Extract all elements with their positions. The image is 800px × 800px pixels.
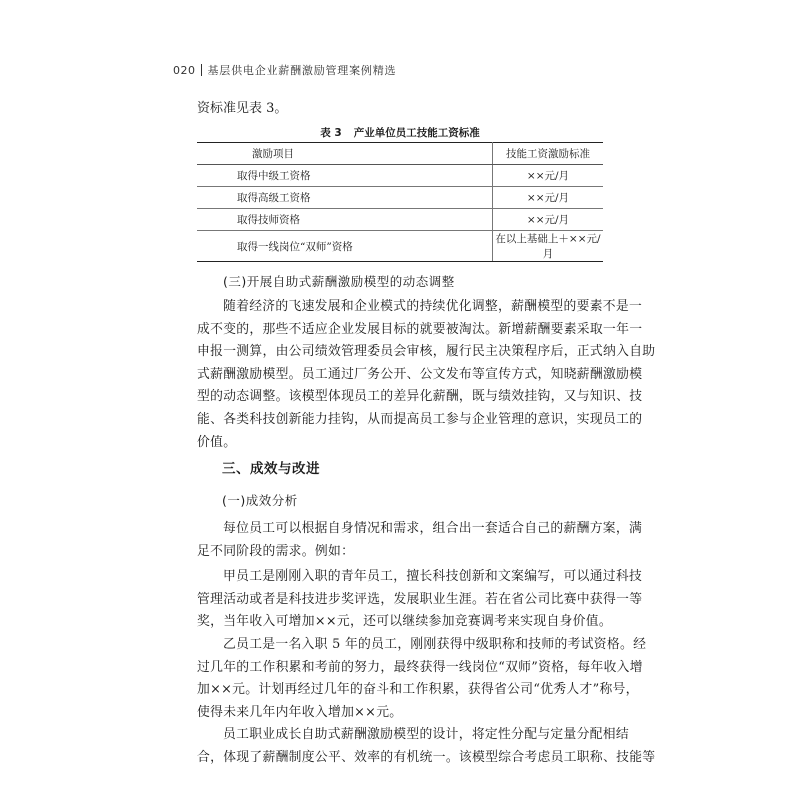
running-header xyxy=(173,62,396,78)
text-line: 使得未来几年内年收入增加××元。 xyxy=(197,704,403,720)
table-cell: 取得中级工资格 xyxy=(197,165,493,187)
text-line: 每位员工可以根据自身情况和需求，组合出一套适合自己的薪酬方案，满 xyxy=(223,521,643,536)
table-caption xyxy=(0,125,800,140)
book-title: 基层供电企业薪酬激励管理案例精选 xyxy=(207,64,397,77)
text-line: 能、各类科技创新能力挂钩，从而提高员工参与企业管理的意识，实现员工的 xyxy=(197,411,643,427)
text-line: 管理活动或者是科技进步奖评选，发展职业生涯。若在省公司比赛中获得一等 xyxy=(197,591,643,607)
table-number: 表 3 xyxy=(320,127,342,139)
table-row xyxy=(197,231,603,262)
table-cell: ××元/月 xyxy=(493,187,604,209)
paragraph xyxy=(197,518,643,563)
paragraph xyxy=(197,634,647,724)
text-line: 员工职业成长自助式薪酬激励模型的设计，将定性分配与定量分配相结 xyxy=(223,727,630,742)
intro-line: 资标准见表 3。 xyxy=(197,101,288,116)
text-line: 式薪酬激励模型。员工通过厂务公开、公文发布等宣传方式，知晓薪酬激励模 xyxy=(197,366,643,382)
wage-standard-table xyxy=(197,142,603,262)
text-line: 甲员工是刚刚入职的青年员工，擅长科技创新和文案编写，可以通过科技 xyxy=(223,569,643,584)
table-row xyxy=(197,165,603,187)
header-divider xyxy=(201,64,202,76)
subsection-heading: (一)成效分析 xyxy=(222,493,298,508)
table-cell: 取得一线岗位“双师”资格 xyxy=(197,231,493,262)
section-heading: 三、成效与改进 xyxy=(222,461,320,477)
text-line: 型的动态调整。该模型体现员工的差异化薪酬，既与绩效挂钩，又与知识、技 xyxy=(197,389,643,405)
paragraph xyxy=(197,566,643,634)
text-line: 乙员工是一名入职 5 年的员工，刚刚获得中级职称和技师的考试资格。经 xyxy=(223,637,647,652)
table-cell: 取得高级工资格 xyxy=(197,187,493,209)
table-row xyxy=(197,187,603,209)
subsection-heading: (三)开展自助式薪酬激励模型的动态调整 xyxy=(223,274,455,289)
table-cell: ××元/月 xyxy=(493,165,604,187)
table-cell: 取得技师资格 xyxy=(197,209,493,231)
paragraph xyxy=(197,296,656,454)
text-line: 申报一测算，由公司绩效管理委员会审核，履行民主决策程序后，正式纳入自助 xyxy=(197,344,656,360)
text-line: 价值。 xyxy=(197,434,237,450)
column-header: 技能工资激励标准 xyxy=(493,143,604,165)
text-line: 加××元。计划再经过几年的奋斗和工作积累，获得省公司“优秀人才”称号， xyxy=(197,682,639,698)
text-line: 随着经济的飞速发展和企业模式的持续优化调整，薪酬模型的要素不是一 xyxy=(223,299,643,314)
text-line: 奖，当年收入可增加××元，还可以继续参加竞赛调考来实现自身价值。 xyxy=(197,614,612,630)
table-cell: ××元/月 xyxy=(493,209,604,231)
text-line: 合，体现了薪酬制度公平、效率的有机统一。该模型综合考虑员工职称、技能等 xyxy=(197,749,656,765)
table-title: 产业单位员工技能工资标准 xyxy=(353,127,480,139)
table-header-row xyxy=(197,143,603,165)
text-line: 过几年的工作积累和考前的努力，最终获得一线岗位“双师”资格，每年收入增 xyxy=(197,659,643,675)
paragraph xyxy=(197,724,656,769)
table-cell: 在以上基础上＋××元/月 xyxy=(493,231,604,262)
table-row xyxy=(197,209,603,231)
column-header: 激励项目 xyxy=(197,143,493,165)
page-number: 020 xyxy=(173,64,196,77)
text-line: 足不同阶段的需求。例如： xyxy=(197,543,355,559)
text-line: 成不变的，那些不适应企业发展目标的就要被淘汰。新增薪酬要素采取一年一 xyxy=(197,321,643,337)
